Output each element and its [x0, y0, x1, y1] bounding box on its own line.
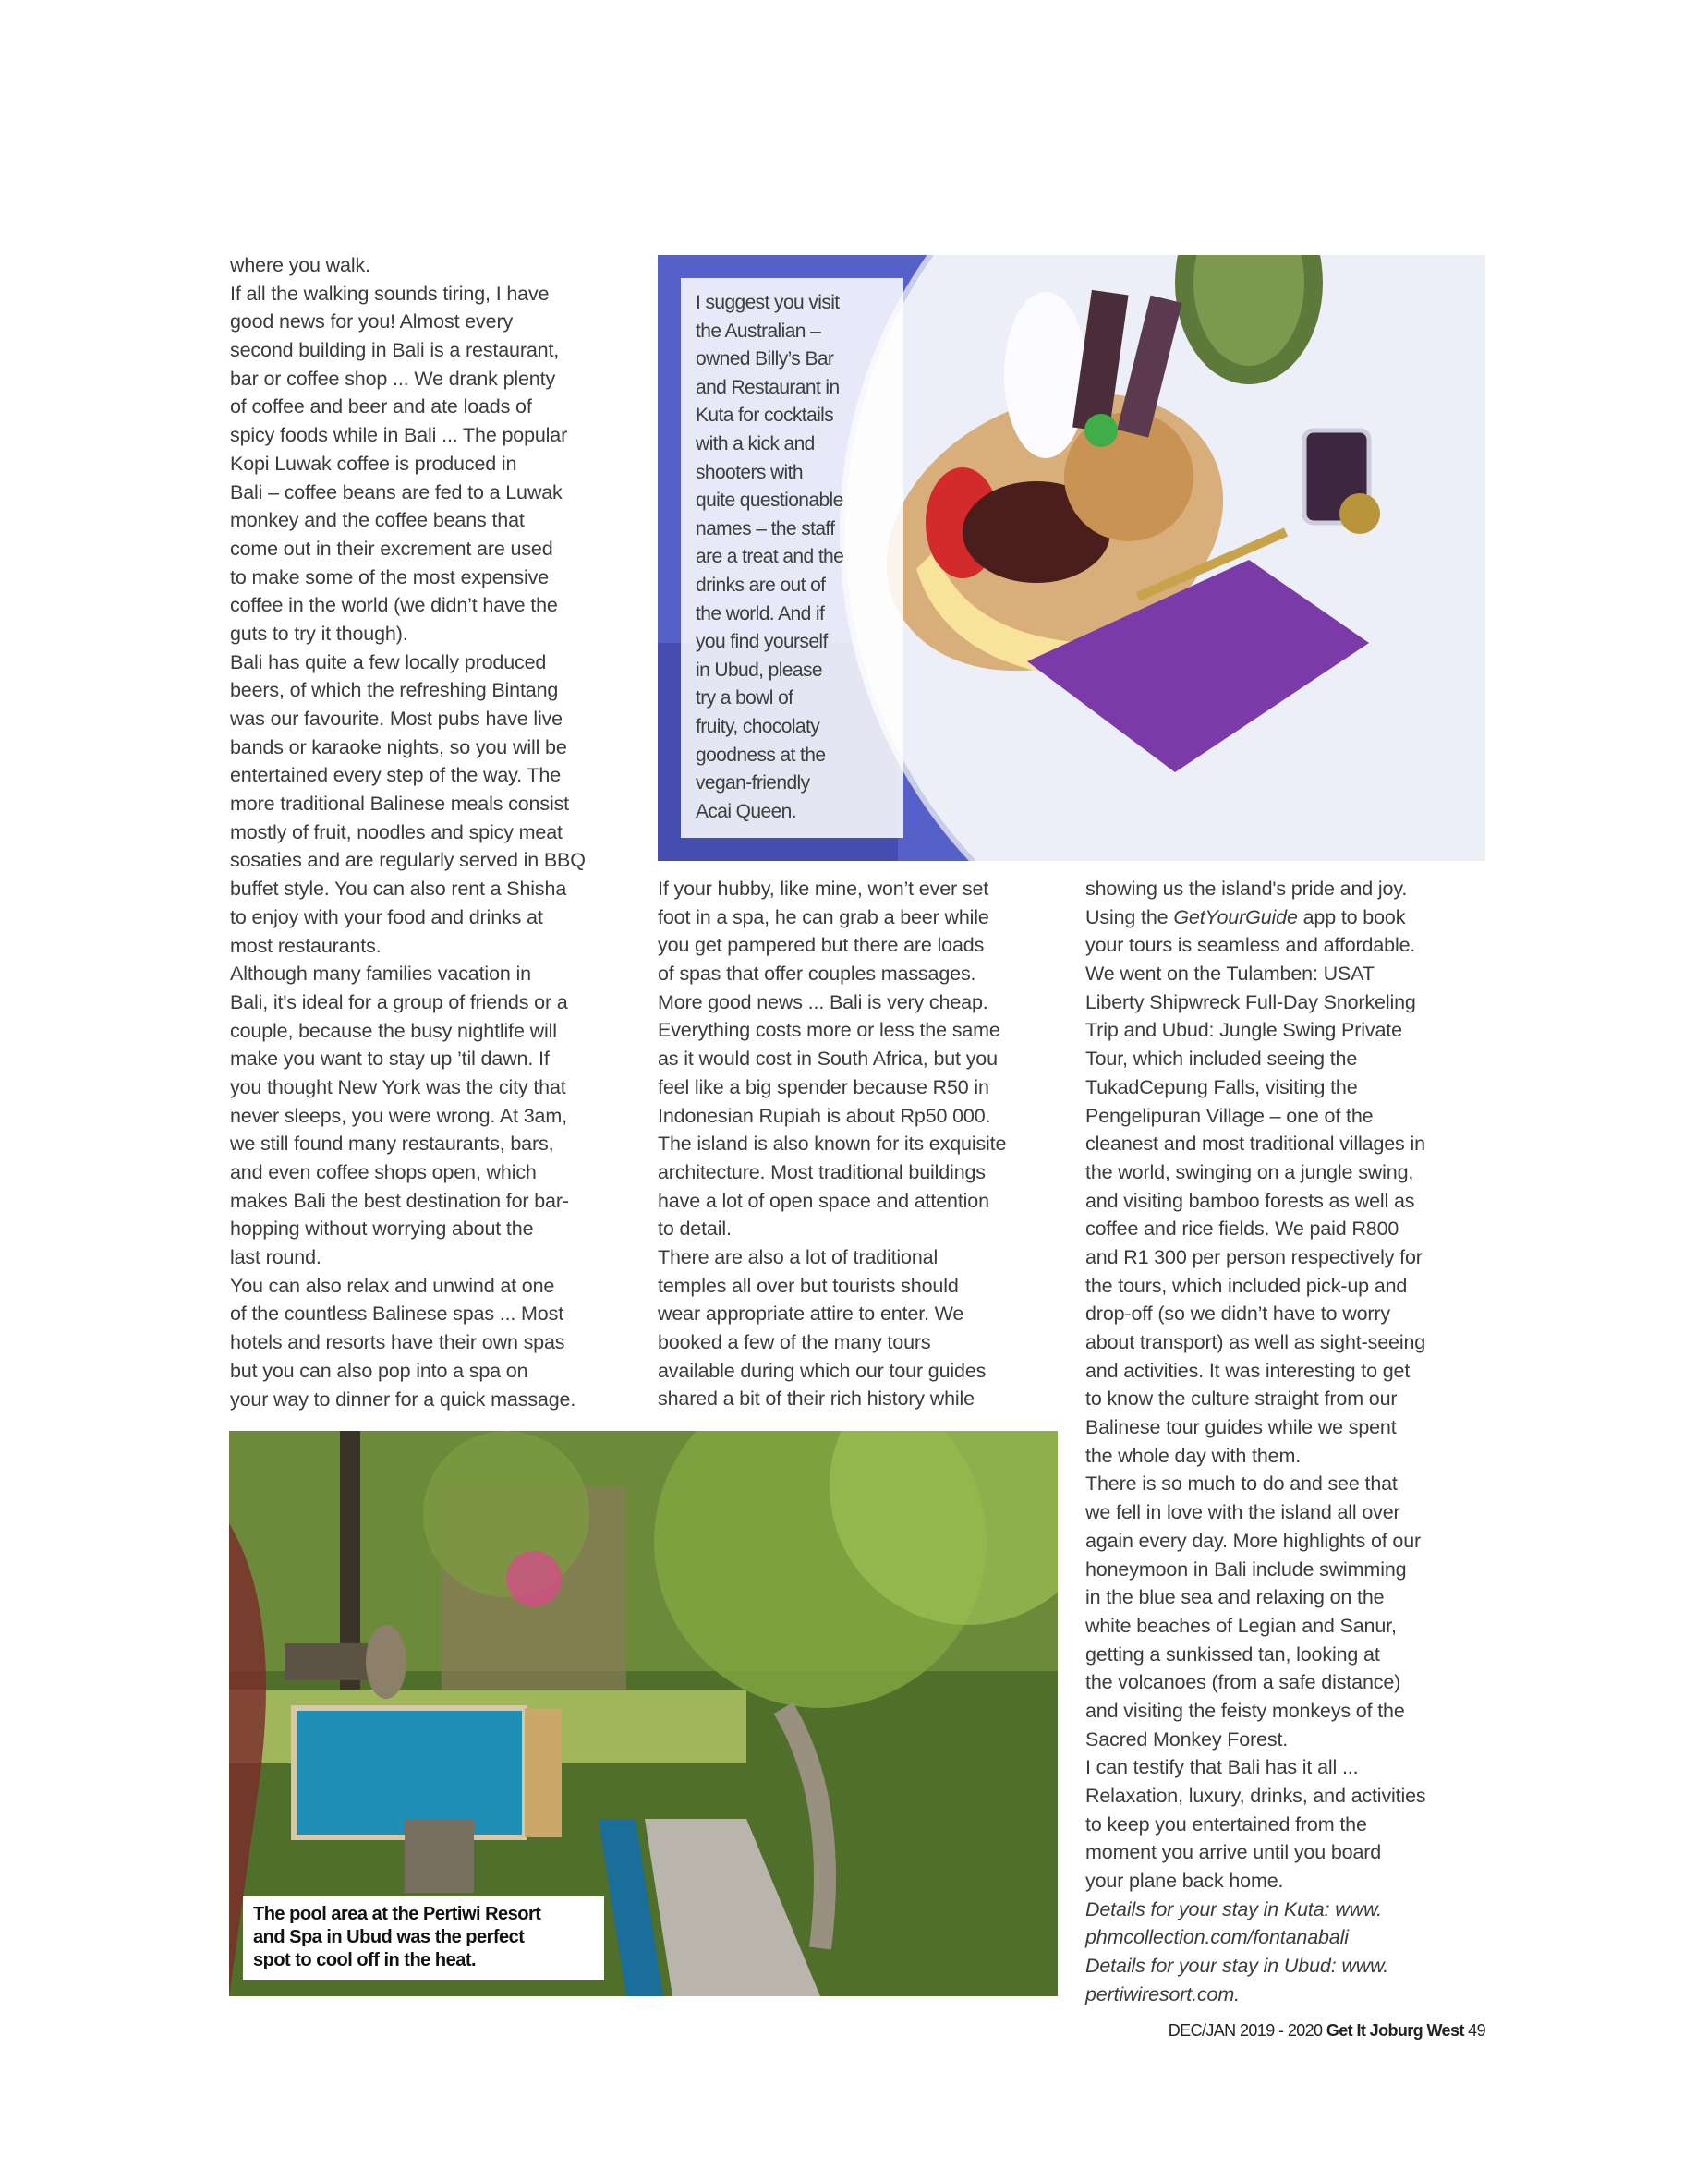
page-number: 49: [1468, 2021, 1485, 2040]
text-line: of spas that offer couples massages.: [658, 963, 976, 986]
text-line: to detail.: [658, 1218, 732, 1241]
text-line: Bali has quite a few locally produced: [230, 650, 547, 673]
italic-text: pertiwiresort.com.: [1085, 1982, 1240, 2005]
magazine-title: Get It Joburg West: [1326, 2021, 1464, 2040]
text-segment: app to book: [1297, 905, 1406, 928]
text-line: hotels and resorts have their own spas: [230, 1331, 565, 1354]
text-line: drinks are out of: [696, 574, 826, 596]
page-footer: [1169, 2021, 1485, 2041]
text-line: feel like a big spender because R50 in: [658, 1075, 989, 1098]
text-line: Sacred Monkey Forest.: [1085, 1727, 1289, 1751]
text-line: good news for you! Almost every: [230, 310, 514, 333]
text-line: sosaties and are regularly served in BBQ: [230, 849, 586, 872]
text-line: more traditional Balinese meals consist: [230, 793, 569, 816]
text-line: We went on the Tulamben: USAT: [1085, 963, 1375, 986]
text-line: the tours, which included pick-up and: [1085, 1274, 1408, 1297]
text-line: If your hubby, like mine, won’t ever set: [658, 878, 989, 900]
text-line: we still found many restaurants, bars,: [230, 1133, 554, 1156]
text-line: Liberty Shipwreck Full-Day Snorkeling: [1085, 990, 1416, 1013]
text-line: make you want to stay up ’til dawn. If: [230, 1048, 550, 1071]
text-line: bar or coffee shop ... We drank plenty: [230, 367, 556, 390]
text-line: most restaurants.: [230, 934, 382, 957]
text-line: There is so much to do and see that: [1085, 1472, 1398, 1496]
text-line: bands or karaoke nights, so you will be: [230, 735, 567, 758]
text-line: Trip and Ubud: Jungle Swing Private: [1085, 1019, 1402, 1042]
text-line: in Ubud, please: [696, 659, 822, 681]
text-line: Balinese tour guides while we spent: [1085, 1416, 1397, 1439]
text-line: architecture. Most traditional buildings: [658, 1160, 986, 1183]
text-line: your plane back home.: [1085, 1870, 1284, 1893]
text-line: the whole day with them.: [1085, 1444, 1302, 1467]
text-line: cleanest and most traditional villages in: [1085, 1133, 1425, 1156]
text-line: Bali, it's ideal for a group of friends or a: [230, 990, 568, 1013]
text-line: vegan-friendly: [696, 772, 810, 794]
text-line: and R1 300 per person respectively for: [1085, 1245, 1423, 1268]
text-line: white beaches of Legian and Sanur,: [1085, 1614, 1397, 1637]
text-line: to keep you entertained from the: [1085, 1812, 1367, 1836]
text-line: makes Bali the best destination for bar-: [230, 1189, 569, 1212]
text-line: couple, because the busy nightlife will: [230, 1019, 557, 1042]
text-line: monkey and the coffee beans that: [230, 509, 525, 532]
text-line: [1085, 1923, 1492, 1952]
text-line: The pool area at the Pertiwi Resort: [253, 1904, 541, 1924]
text-line: [1085, 903, 1492, 932]
text-line: showing us the island's pride and joy.: [1085, 878, 1408, 900]
text-line: you thought New York was the city that: [230, 1075, 566, 1098]
text-line: to make some of the most expensive: [230, 565, 550, 588]
text-line: Everything costs more or less the same: [658, 1019, 1000, 1042]
text-line: of coffee and beer and ate loads of: [230, 395, 532, 418]
text-line: you get pampered but there are loads: [658, 934, 985, 957]
text-line: You can also relax and unwind at one: [230, 1274, 555, 1297]
text-line: wear appropriate attire to enter. We: [658, 1303, 964, 1326]
text-line: to enjoy with your food and drinks at: [230, 905, 543, 928]
text-line: There are also a lot of traditional: [658, 1245, 939, 1268]
text-segment: Using the: [1085, 905, 1174, 928]
text-line: where you walk.: [230, 254, 370, 276]
text-line: last round.: [230, 1246, 321, 1269]
italic-text: GetYourGuide: [1173, 905, 1298, 928]
text-line: we fell in love with the island all over: [1085, 1501, 1400, 1524]
text-line: to know the culture straight from our: [1085, 1387, 1398, 1411]
text-line: I suggest you visit: [696, 292, 840, 313]
text-line: [1085, 1952, 1492, 1981]
text-line: with a kick and: [696, 432, 815, 454]
text-line: getting a sunkissed tan, looking at: [1085, 1642, 1380, 1666]
text-line: drop-off (so we didn’t have to worry: [1085, 1303, 1391, 1326]
text-line: come out in their excrement are used: [230, 537, 553, 560]
acai-bowl-photo: [658, 255, 1485, 861]
text-line: TukadCepung Falls, visiting the: [1085, 1075, 1358, 1098]
text-line: Bali – coffee beans are fed to a Luwak: [230, 480, 563, 503]
text-line: the world, swinging on a jungle swing,: [1085, 1160, 1414, 1183]
photo-caption: [243, 1896, 604, 1980]
text-line: If all the walking sounds tiring, I have: [230, 282, 550, 305]
text-line: and visiting bamboo forests as well as: [1085, 1189, 1415, 1212]
text-line: Kopi Luwak coffee is produced in: [230, 452, 517, 475]
text-line: owned Billy’s Bar: [696, 348, 834, 370]
text-line: Tour, which included seeing the: [1085, 1048, 1358, 1071]
text-line: and Restaurant in: [696, 376, 840, 398]
pertiwi-pool-photo: [229, 1431, 1058, 1996]
text-line: the world. And if: [696, 602, 825, 624]
text-line: [1085, 1896, 1492, 1924]
text-line: the volcanoes (from a safe distance): [1085, 1671, 1401, 1694]
text-line: try a bowl of: [696, 687, 793, 709]
text-line: Kuta for cocktails: [696, 405, 834, 427]
text-line: Pengelipuran Village – one of the: [1085, 1104, 1374, 1127]
text-line: entertained every step of the way. The: [230, 764, 562, 787]
text-line: but you can also pop into a spa on: [230, 1359, 528, 1382]
text-line: have a lot of open space and attention: [658, 1189, 989, 1212]
text-line: coffee and rice fields. We paid R800: [1085, 1218, 1399, 1241]
text-line: guts to try it though).: [230, 622, 408, 645]
italic-text: phmcollection.com/fontanabali: [1085, 1926, 1349, 1949]
text-line: was our favourite. Most pubs have live: [230, 708, 563, 730]
text-line: are a treat and the: [696, 546, 844, 568]
text-line: and visiting the feisty monkeys of the: [1085, 1699, 1405, 1722]
text-line: hopping without worrying about the: [230, 1218, 534, 1241]
italic-text: Details for your stay in Kuta: www.: [1085, 1897, 1382, 1920]
article-column-left: [230, 251, 636, 1413]
text-line: names – the staff: [696, 517, 835, 539]
text-line: available during which our tour guides: [658, 1359, 987, 1382]
text-line: [1085, 1981, 1492, 2009]
text-line: goodness at the: [696, 744, 826, 766]
text-line: moment you arrive until you board: [1085, 1841, 1382, 1864]
text-line: shared a bit of their rich history while: [658, 1387, 975, 1411]
text-line: your tours is seamless and affordable.: [1085, 934, 1416, 957]
text-line: second building in Bali is a restaurant,: [230, 339, 560, 362]
text-line: Indonesian Rupiah is about Rp50 000.: [658, 1104, 991, 1127]
text-line: about transport) as well as sight-seeing: [1085, 1331, 1426, 1353]
text-line: coffee in the world (we didn’t have the: [230, 594, 558, 617]
text-line: again every day. More highlights of our: [1085, 1529, 1422, 1552]
text-line: The island is also known for its exquisite: [658, 1133, 1007, 1156]
text-line: buffet style. You can also rent a Shisha: [230, 878, 567, 901]
text-line: booked a few of the many tours: [658, 1331, 931, 1353]
text-line: in the blue sea and relaxing on the: [1085, 1586, 1385, 1609]
text-line: More good news ... Bali is very cheap.: [658, 990, 988, 1013]
text-line: quite questionable: [696, 490, 843, 512]
text-line: mostly of fruit, noodles and spicy meat: [230, 820, 563, 843]
text-line: shooters with: [696, 461, 803, 483]
pull-quote-box: [681, 278, 903, 838]
text-line: spot to cool off in the heat.: [253, 1950, 477, 1970]
text-line: Relaxation, luxury, drinks, and activities: [1085, 1785, 1426, 1807]
issue-date: DEC/JAN 2019 - 2020: [1168, 2021, 1323, 2040]
text-line: you find yourself: [696, 631, 828, 653]
article-column-right: [1085, 875, 1492, 2009]
text-line: and Spa in Ubud was the perfect: [253, 1927, 525, 1947]
text-line: and activities. It was interesting to get: [1085, 1359, 1411, 1382]
italic-text: Details for your stay in Ubud: www.: [1085, 1955, 1389, 1978]
text-line: I can testify that Bali has it all ...: [1085, 1756, 1359, 1779]
text-line: Although many families vacation in: [230, 963, 531, 986]
text-line: fruity, chocolaty: [696, 715, 820, 737]
text-line: spicy foods while in Bali ... The popular: [230, 424, 568, 447]
text-line: honeymoon in Bali include swimming: [1085, 1557, 1407, 1581]
text-line: beers, of which the refreshing Bintang: [230, 679, 559, 702]
text-line: temples all over but tourists should: [658, 1274, 959, 1297]
text-line: never sleeps, you were wrong. At 3am,: [230, 1104, 567, 1127]
article-column-middle: [658, 875, 1064, 1413]
text-line: as it would cost in South Africa, but you: [658, 1048, 998, 1071]
text-line: your way to dinner for a quick massage.: [230, 1387, 576, 1411]
text-line: the Australian –: [696, 320, 821, 342]
text-line: foot in a spa, he can grab a beer while: [658, 905, 989, 928]
text-line: and even coffee shops open, which: [230, 1161, 537, 1183]
text-line: Acai Queen.: [696, 800, 796, 822]
text-line: of the countless Balinese spas ... Most: [230, 1303, 564, 1326]
